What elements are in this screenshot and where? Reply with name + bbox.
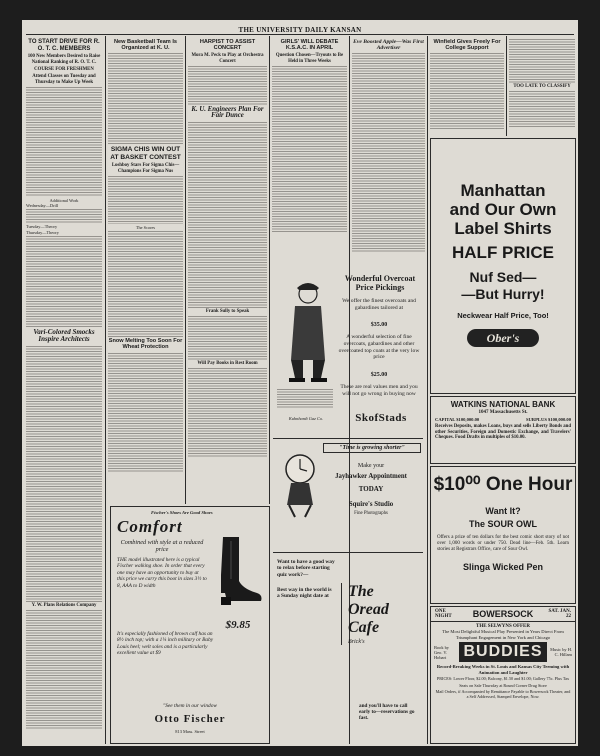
fischer-shoe-ad <box>110 506 270 744</box>
hour-slogan: Slinga Wicked Pen <box>463 562 543 572</box>
column-1 <box>26 38 102 744</box>
column-rule <box>506 36 507 136</box>
studio-sub: Fine Photographs <box>354 511 388 516</box>
comfort-price: $9.85 <box>225 619 251 631</box>
bank-text: Receives Deposits, makes Loans, buys and sells Liberty Bonds and other Securities, Foreign and Domestic Exchange, and Travelers' Cheques. Food Drafts in multiples of $10.00. <box>435 424 571 441</box>
manhattan-shirts-ad <box>430 138 576 394</box>
cartoon-caption: Kuhnhardt Gaz Co. <box>288 416 324 421</box>
column-5 <box>352 38 425 268</box>
store-logo: SkofStads <box>355 412 407 424</box>
studio-ad <box>273 438 423 549</box>
subheadline: 100 New Members Desired to Raise National Ranking of R. O. T. C. <box>27 54 101 65</box>
overcoat-text: These are real values men and you will not go wrong in buying now <box>340 384 418 397</box>
column-6 <box>430 38 504 134</box>
bowersock-ad <box>430 606 576 744</box>
bow-show-logo: BUDDIES <box>459 642 546 662</box>
hour-owl: The SOUR OWL <box>469 519 537 529</box>
headline: New Basketball Team Is Organized at K. U. <box>113 39 177 52</box>
column-4 <box>272 38 347 504</box>
hour-title: $10⁰⁰ One Hour <box>433 474 573 495</box>
man-in-overcoat-illustration <box>281 280 335 384</box>
subheadline: TOO LATE TO CLASSIFY <box>513 84 571 89</box>
bank-capital: CAPITAL $100,000.00 <box>435 417 480 422</box>
ad-line: Neckwear Half Price, Too! <box>457 311 549 320</box>
bow-date: SAT. JAN. 22 <box>548 609 571 619</box>
overcoat-text: A wonderful selection of fine overcoats, gabardines and other overcoated top coats at the very low price <box>338 334 420 361</box>
cafe-text: Want to have a good way to relax before starting quiz work?— <box>277 559 335 578</box>
column-rule <box>105 36 106 744</box>
bow-text: PRICES: Lower Floor, $2.00; Balcony, $1.50 and $1.00; Gallery 75c. Plus Tax <box>436 676 570 682</box>
comfort-address: 813 Mass. Street <box>175 729 205 734</box>
newspaper-page <box>22 20 578 746</box>
column-3 <box>188 38 267 504</box>
comfort-text: It's especially fashioned of brown calf has an 8½ inch top; with a 1¼ inch military or Baby Louis heel; welt soles and is a particularly excellent value at $9 <box>117 631 214 657</box>
bank-surplus: SURPLUS $100,000.00 <box>525 417 571 422</box>
comfort-title: Comfort <box>117 517 183 536</box>
sour-owl-ad <box>430 466 576 604</box>
bow-presents: THE SELWYNS OFFER <box>476 624 530 629</box>
schedule-line: Tuesday—Theory <box>26 224 58 230</box>
cafe-text: and you'll have to call early to—reservations go fast. <box>359 703 415 722</box>
cafe-name: The <box>348 583 374 600</box>
schedule-label: Additional Work <box>49 198 79 204</box>
headline: Snow Melting Too Soon For Wheat Protection <box>108 338 183 351</box>
headline: SIGMA CHIS WIN OUT AT BASKET CONTEST <box>110 146 181 161</box>
column-rule <box>427 36 428 744</box>
bow-text: Mail Orders, if Accompanied by Remittance Payable to Bowersock Theater, and a Self Addressed, Stamped Envelope, Now. <box>435 688 571 699</box>
oread-cafe-ad <box>273 552 423 743</box>
subheadline: Y. W. Plans Relations Company <box>31 602 97 608</box>
bow-text: The Most Delightful Musical Play Presented in Years Direct From <box>442 629 564 634</box>
ad-line: Label Shirts <box>454 219 552 238</box>
bank-title: WATKINS NATIONAL BANK <box>450 400 556 409</box>
subheadline: Frank Sully to Speak <box>205 308 250 314</box>
hour-want: Want It? <box>485 506 521 516</box>
bank-address: 1047 Massachusetts St. <box>478 410 528 415</box>
growing-text: TODAY <box>358 485 384 493</box>
headline: Vari-Colored Smocks Inspire Architects <box>33 327 95 344</box>
overcoat-ad <box>273 272 423 434</box>
headline: GIRLS' WILL DEBATE K.S.A.C. IN APRIL <box>280 39 339 52</box>
table-title: The Scores <box>135 225 156 231</box>
headline: HARPIST TO ASSIST CONCERT <box>199 39 256 52</box>
cafe-text: Best way in the world is a Sunday night date at <box>277 587 332 600</box>
headline: K. U. Engineers Plan For Fair Dunce <box>191 106 264 120</box>
column-rule <box>269 36 270 504</box>
studio-name: Squire's Studio <box>348 501 394 508</box>
comfort-store: Otto Fischer <box>154 713 226 725</box>
bow-music: Music by H. C. Hillam <box>550 647 572 658</box>
schedule-line: Thursday—Theory <box>26 229 59 235</box>
headline: Eve Boosted Apple—Was First Advertiser <box>353 39 424 52</box>
schedule-line: Wednesday—Drill <box>26 203 59 209</box>
fischer-label: Fischer's Shoes Are Good Shoes <box>151 510 213 515</box>
subheadline: Question Chosen—Tryouts to Be Held in Three Weeks <box>275 53 344 64</box>
ad-line: Nuf Sed— <box>469 269 537 285</box>
headline: Winfield Gives Freely For College Support <box>433 39 501 52</box>
bow-text: Record-Breaking Weeks in St. Louis and Kansas City Teeming with Animation and Laughter <box>436 664 570 675</box>
price: $25.00 <box>370 372 388 378</box>
column-2 <box>108 38 183 504</box>
cafe-name: Oread <box>348 601 389 618</box>
overcoat-text: We offer the finest overcoats and gabardines tailored at <box>342 298 416 311</box>
bow-text: Triumphant Engagement in New York and Chicago <box>455 634 551 640</box>
masthead-rule <box>26 34 574 35</box>
cafe-signature: Brick's <box>348 639 365 645</box>
headline: TO START DRIVE FOR R. O. T. C. MEMBERS <box>28 39 100 52</box>
boot-illustration <box>213 535 265 607</box>
ad-line: —But Hurry! <box>461 286 545 302</box>
subheadline: Will Pay Books in Rest Room <box>197 361 258 367</box>
watkins-bank-ad <box>430 396 576 464</box>
subheadline: Mora M. Peck to Play at Orchestra Concert <box>191 53 264 64</box>
ad-line: Manhattan <box>460 181 546 200</box>
clock-man-illustration <box>279 447 321 519</box>
cafe-name: Cafe <box>348 619 380 636</box>
column-rule <box>185 36 186 504</box>
bow-text: Seats on Sale Thursday at Round Corner Drug Store <box>459 682 547 688</box>
masthead: THE UNIVERSITY DAILY KANSAN <box>238 26 362 34</box>
hour-text: Offers a prize of ten dollars for the best comic short story of not over 1,000 words or under 750. Dead line—Feb. 5th. Learn stories at Registrars Office, care of Sour Owl. <box>437 535 569 552</box>
comfort-window: "See them in our window <box>162 703 218 709</box>
bow-one-night: ONE NIGHT <box>435 609 452 619</box>
subheadline: COURSE FOR FRESHMEN <box>34 67 94 72</box>
growing-text: Make your <box>357 463 385 469</box>
obers-logo: Ober's <box>467 329 539 347</box>
overcoat-title: Wonderful Overcoat Price Pickings <box>344 274 416 292</box>
bow-book: Book by Geo. V. Hobart <box>434 644 450 660</box>
subheadline: Attend Classes on Tuesday and Thursday to Make Up Week <box>32 74 96 85</box>
comfort-sub: Combined with style at a reduced price <box>120 539 204 554</box>
price: $35.00 <box>370 322 388 328</box>
subheadline: Loshboy Stars For Sigma Chis—Champions For Sigma Nus <box>111 163 180 174</box>
comfort-text: THE model illustrated here is a typical Fischer walking shoe. In order that every one may have an opportunity to buy at this price we carry this boot in sizes 3½ to 8, AAA to D width <box>117 557 207 589</box>
column-7 <box>509 38 575 134</box>
ad-line: HALF PRICE <box>452 243 554 262</box>
ad-line: and Our Own <box>449 200 557 219</box>
bow-theater: BOWERSOCK <box>472 609 534 619</box>
growing-title: "Time is growing shorter" <box>323 443 421 453</box>
growing-text: Jayhawker Appointment <box>335 473 407 480</box>
